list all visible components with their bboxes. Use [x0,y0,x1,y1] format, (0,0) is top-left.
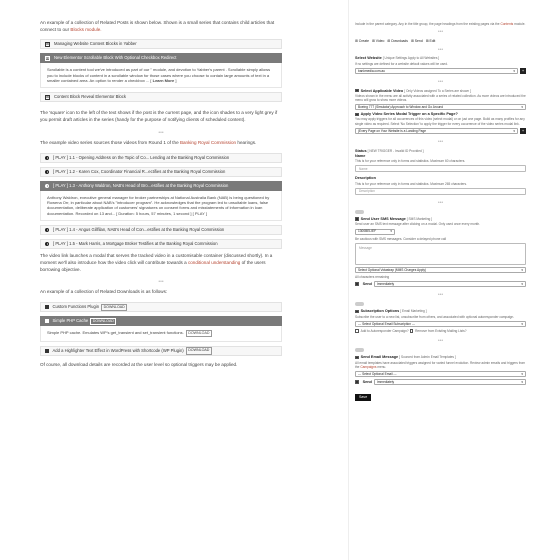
email-block: Send Email Message [ Sourced from Admin Email Templates ] All email templates have associated triggers assigned for varied funnel evolution. Review admin emails and triggers from the Campaigns menu. --- Select Optional Email --- ▾ Send Immediately ▾ [355,348,526,385]
checkbox[interactable] [355,356,359,360]
chevron-down-icon: ▾ [521,105,523,110]
toolbar [355,39,526,44]
play-icon [45,242,49,246]
sms-block: Send User SMS Message [ SMS Marketing ] Send user an SMS text message after clicking on a modal. Only used once every month. 1300BELIEF ▾ Be cautious with SMS messages. Consider a delayed phone call Message Select Optional Votastrap (MMS Charges Apply) ▾ All characters remaining Send Immediately ▾ [355,210,526,288]
separator: ••• [158,129,164,136]
play-icon [45,228,49,232]
separator: ••• [437,292,444,299]
send-timing-select[interactable]: Immediately ▾ [374,281,526,287]
separator: ••• [437,338,444,345]
conditional-understanding-link[interactable]: conditional understanding [187,259,241,265]
select-website-block: Select Website [ Unique Settings Apply to All Websites ] If no settings are defined for a website default values will be used. bankmedia.com.au ▾ + [355,56,525,74]
top-help: Include in the parent category. Any in the title group, the page headings from the existing pages via the Contents module. [355,22,526,26]
posts-intro: An example of a collection of Related Posts is shown below. Shown is a small series that contains child articles that connect to our Blocks module. [40,20,275,32]
email-toggle[interactable] [355,348,364,353]
download-excerpt: Simple PHP cache. Emulates WP's get_transient and set_transient functions. DOWNLOAD [40,326,282,342]
blocks-module-link[interactable]: Blocks module. [70,26,102,32]
subscription-toggle[interactable] [355,302,364,307]
download-badge[interactable]: DOWNLOAD [90,318,116,325]
email-send-timing-select[interactable]: Immediately ▾ [374,379,526,385]
video-item[interactable]: [ PLAY ] 1.2 - Karen Cox, Coordinator Financial R...ectifies at the Banking Royal Commission [40,167,282,177]
select-video-block: Select Applicable Video [ Only Videos assigned To a Series are shown ] Videos shown in the menu are all activity associated with a series of related collection. As more videos are introduced the menu will grow to show more videos. Boeing 777 (Simulator) Approach to Window and Go Around ▾ Apply Video Series Modal Trigger on a Specific Page? You may apply triggers for all occurrences of this video (select modal) or on just one page. Build as many profiles for any single video as required. Select 'No Selection' to apply the trigger for every occurrence of the video series modal link. (Every Page on Your Website is a Landing Page ▾ + [355,88,526,134]
video-paragraph: The video link launches a modal that serves the tracked video in a customisable container (discussed shortly). In a moment we'll also introduce how the video click will contribute towards a conditional understanding of the users borrowing objective. [40,253,273,272]
trigger-form-panel [348,0,530,560]
expand-icon: ⊞ [45,41,50,47]
checkbox[interactable] [355,217,359,221]
toolbar-downloads[interactable]: ⊞ Downloads [387,39,408,44]
checkbox[interactable] [355,282,359,286]
play-icon [45,170,49,174]
royal-commission-link[interactable]: Banking Royal Commission [179,140,237,146]
add-button[interactable]: + [521,68,525,74]
separator: ••• [437,199,444,206]
video-excerpt: Anthony Waldron, executive general manager for broker partnerships at National Australia Bank (NAB) is being questioned by Rowena Orr, in particular about NAB's "introducer program". He acknowledges that the program led to unsuitable loans, false documentation, deliberate application of customers' signatures on consent forms and misstatements of information in loan documentation. Recorded on 13 and... [ Duration: 5 hours, 57 minutes, 1 second ] [ PLAY ] [40,191,282,222]
learn-more-link[interactable]: Learn More [152,78,175,84]
video-item[interactable]: [ PLAY ] 1.1 - Opening Address on the Topic of Co... Lending at the Banking Royal Commission [40,153,282,163]
video-intro: The example video series sources those videos from Round 1 of the Banking Royal Commission hearings. [40,140,257,146]
votastrap-select[interactable]: Select Optional Votastrap (MMS Charges Apply) ▾ [355,267,526,273]
separator: ••• [437,29,444,36]
video-item-open[interactable]: [ PLAY ] 1.3 - Anthony Waldron, NAB's Head of Bro...estifies at the Banking Royal Commission [40,181,282,191]
toolbar-send[interactable]: ⊞ Send [410,39,423,44]
description-input[interactable]: Description [355,188,526,195]
chevron-down-icon: ▾ [521,321,523,326]
play-icon [45,184,49,188]
chevron-down-icon: ▾ [513,128,515,133]
contents-link[interactable]: Contents [500,22,514,26]
related-post-item[interactable]: ⊞ Managing Website Content Blocks in Yabber [40,39,282,49]
download-item[interactable]: Add a Highlighter Text Effect in WordPress with Shortcode (WP Plugin) DOWNLOAD [40,346,282,356]
toolbar-video[interactable]: ⊞ Video [371,39,385,44]
landing-page-select[interactable]: (Every Page on Your Website is a Landing Page ▾ [355,128,518,134]
chevron-down-icon: ▾ [521,380,523,384]
collapse-icon: ⊟ [45,55,50,61]
related-post-item-open[interactable]: ⊟ New Elementor Scrollable Block With Optional Checkbox Redirect [40,53,282,63]
checkbox[interactable] [410,329,414,333]
email-select[interactable]: --- Select Optional Email --- ▾ [355,371,526,377]
checkbox[interactable] [355,329,359,333]
subscription-select[interactable]: --- Select Optional Email Subscription --- ▾ [355,321,526,327]
download-badge[interactable]: DOWNLOAD [101,304,127,311]
chevron-down-icon: ▾ [521,282,523,286]
video-item[interactable]: [ PLAY ] 1.5 - Mark Harris, a Mortgage Broker Testifies at the Banking Royal Commission [40,239,282,249]
chevron-down-icon: ▾ [513,68,515,73]
add-button[interactable]: + [521,128,525,134]
separator: ••• [158,279,164,286]
document-icon [45,305,49,309]
separator: ••• [437,139,444,146]
document-icon [45,349,49,353]
campaigns-link[interactable]: Campaigns [360,364,377,369]
download-badge[interactable]: DOWNLOAD [186,347,212,354]
downloads-intro: An example of a collection of Related Downloads is as follows: [40,289,168,295]
closing-paragraph: Of course, all download details are recorded at the user level so optional triggers may be applied. [40,361,238,367]
status-block: Status [ NEW TRIGGER - Invalid ID Provided ] Name This is for your reference only in forms and statistics. Maximum 60 characters. Name Description This is for your reference only in forms and statistics. Maximum 265 characters. Description [355,149,526,195]
video-select[interactable]: Boeing 777 (Simulator) Approach to Window and Go Around ▾ [355,104,526,110]
post-excerpt: Scrollable is a content tool we've introduced as part of our " module, and devotion to Yabber's parent . Scrollable simply allows you to include blocks of content in a scrollable window for those cases where you choose to contain large amounts of text in a smaller contained area. An option to render a checkbox ... [ Learn More ] [40,63,282,88]
play-icon [45,156,49,160]
checkbox[interactable] [355,310,359,314]
checkbox[interactable] [355,380,359,384]
square-icon-paragraph: The 'square' icon to the left of the text shows if the post is the current page, and the icon shades to a very light grey if you permit draft articles in the series (handy for the purpose of notifying clients of scheduled content). [40,110,278,123]
document-icon [45,319,49,323]
subscription-block: Subscription Options [ Email Marketing ] Subscribe the user to a new list, unsubscribe from others, and associated with optional autoresponder campaign. --- Select Optional Email Subscription --- ▾ Add to Autoresponder Campaign? Remove from Existing Mailing Lists? [355,302,526,333]
related-post-item[interactable]: ⊞ Content Block Reveal Elementor Block [40,92,282,102]
separator: ••• [437,78,444,85]
chevron-down-icon: ▾ [390,229,392,234]
chevron-down-icon: ▾ [521,267,523,272]
save-button[interactable]: Save [355,394,371,401]
sms-message-textarea[interactable]: Message [355,243,526,265]
chevron-down-icon: ▾ [521,372,523,376]
toolbar-create[interactable]: ⊞ Create [355,39,369,44]
video-item[interactable]: [ PLAY ] 1.4 - Angus Gillfilan, NAB's Head of Con...estifies at the Banking Royal Commission [40,225,282,235]
toolbar-edit[interactable]: ⊞ Edit [425,39,436,44]
download-item[interactable]: Custom Functions Plugin DOWNLOAD [40,302,282,312]
sms-toggle[interactable] [355,210,364,215]
checkbox[interactable] [355,89,359,93]
separator: ••• [437,46,444,53]
download-badge[interactable]: DOWNLOAD [186,330,212,337]
name-input[interactable]: Name [355,165,526,172]
download-item-open[interactable]: Simple PHP Cache DOWNLOAD [40,316,282,326]
sms-sender-select[interactable]: 1300BELIEF ▾ [355,229,395,235]
expand-icon: ⊞ [45,94,50,100]
website-select[interactable]: bankmedia.com.au ▾ [355,68,518,74]
checkbox[interactable] [355,113,359,117]
